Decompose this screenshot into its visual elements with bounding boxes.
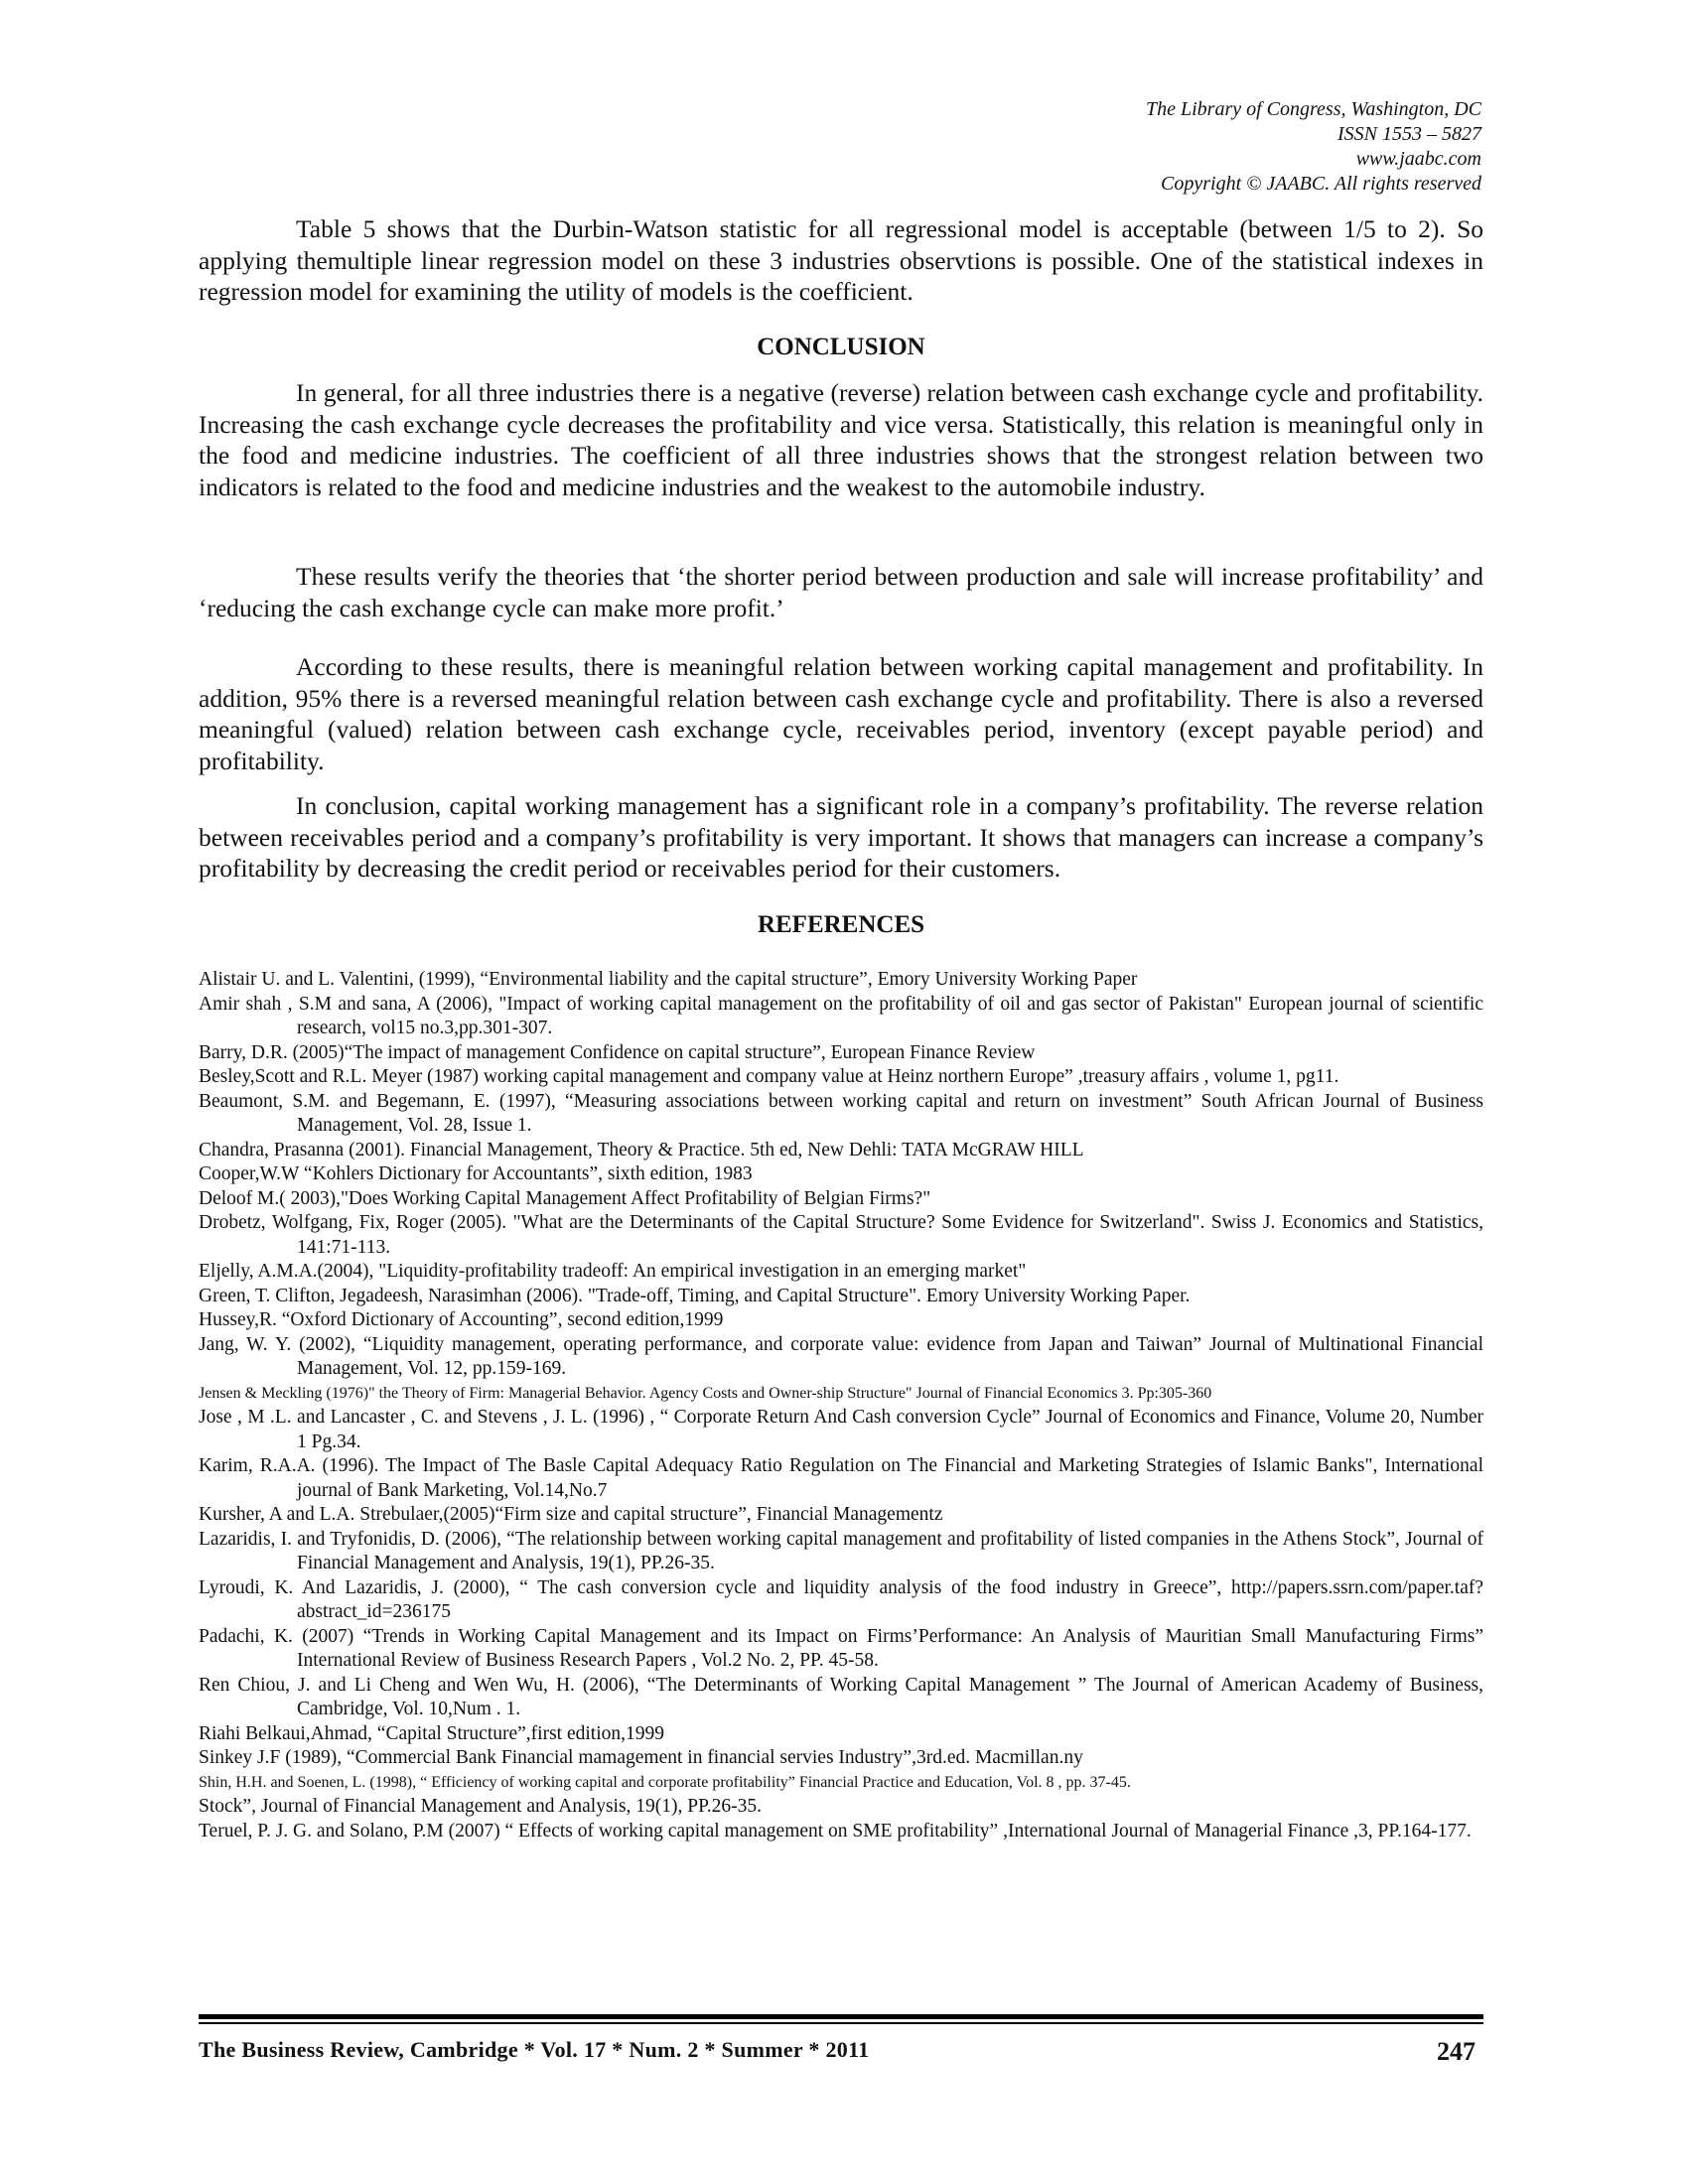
header-website: www.jaabc.com xyxy=(1355,148,1481,170)
conclusion-paragraph-2-block xyxy=(199,561,1483,623)
reference-item: Karim, R.A.A. (1996). The Impact of The Basle Capital Adequacy Ratio Regulation on The Financial and Marketing Strategies of Islamic Banks", International journal of Bank Marketing, Vol.14,No.7 xyxy=(199,1455,1483,1501)
reference-item: Amir shah , S.M and sana, A (2006), "Impact of working capital management on the profitability of oil and gas sector of Pakistan" European journal of scientific research, vol15 no.3,pp.301-307. xyxy=(199,993,1483,1038)
reference-item: Jose , M .L. and Lancaster , C. and Stevens , J. L. (1996) , “ Corporate Return And Cash conversion Cycle” Journal of Economics and Finance, Volume 20, Number 1 Pg.34. xyxy=(199,1407,1483,1452)
intro-paragraph-block xyxy=(199,213,1483,308)
header-copyright: Copyright © JAABC. All rights reserved xyxy=(1161,173,1481,195)
footer-journal: The Business Review, Cambridge * Vol. 17 * Num. 2 * Summer * 2011 xyxy=(199,2037,870,2062)
journal-header xyxy=(1146,97,1481,197)
reference-item: Ren Chiou, J. and Li Cheng and Wen Wu, H. (2006), “The Determinants of Working Capital Management ” The Journal of American Academy of Business, Cambridge, Vol. 10,Num . 1. xyxy=(199,1674,1483,1719)
header-issn: ISSN 1553 – 5827 xyxy=(1337,123,1481,145)
reference-item: Kursher, A and L.A. Strebulaer,(2005)“Firm size and capital structure”, Financial Managementz xyxy=(199,1504,943,1525)
intro-paragraph: Table 5 shows that the Durbin-Watson statistic for all regressional model is acceptable (between 1/5 to 2). So applying themultiple linear regression model on these 3 industries observtions is possible. One of the statistical indexes in regression model for examining the utility of models is the coefficient. xyxy=(199,214,1483,306)
reference-item: Jang, W. Y. (2002), “Liquidity management, operating performance, and corporate value: evidence from Japan and Taiwan” Journal of Multinational Financial Management, Vol. 12, pp.159-169. xyxy=(199,1333,1483,1379)
reference-item: Beaumont, S.M. and Begemann, E. (1997), “Measuring associations between working capital and return on investment” South African Journal of Business Management, Vol. 28, Issue 1. xyxy=(199,1090,1483,1136)
conclusion-heading: CONCLUSION xyxy=(757,334,925,360)
reference-item: Alistair U. and L. Valentini, (1999), “Environmental liability and the capital structure”, Emory University Working Paper xyxy=(199,969,1138,990)
reference-item: Teruel, P. J. G. and Solano, P.M (2007) “ Effects of working capital management on SME profitability” ,International Journal of Managerial Finance ,3, PP.164-177. xyxy=(199,1820,1472,1842)
reference-item: Green, T. Clifton, Jegadeesh, Narasimhan (2006). "Trade-off, Timing, and Capital Structure". Emory University Working Paper. xyxy=(199,1285,1191,1306)
header-library: The Library of Congress, Washington, DC xyxy=(1145,98,1481,120)
reference-item: Stock”, Journal of Financial Management and Analysis, 19(1), PP.26-35. xyxy=(199,1796,763,1817)
reference-item: Chandra, Prasanna (2001). Financial Management, Theory & Practice. 5th ed, New Dehli: TATA McGRAW HILL xyxy=(199,1139,1084,1160)
footer-rule-thin xyxy=(199,2022,1483,2024)
conclusion-paragraph-4-block xyxy=(199,790,1483,885)
reference-item: Eljelly, A.M.A.(2004), "Liquidity-profitability tradeoff: An empirical investigation in an emerging market" xyxy=(199,1261,1027,1282)
reference-item: Cooper,W.W “Kohlers Dictionary for Accountants”, sixth edition, 1983 xyxy=(199,1163,753,1184)
reference-list xyxy=(199,968,1483,1843)
reference-item: Lazaridis, I. and Tryfonidis, D. (2006), “The relationship between working capital management and profitability of listed companies in the Athens Stock”, Journal of Financial Management and Analysis, 19(1), PP.26-35. xyxy=(199,1528,1483,1573)
conclusion-paragraph: In conclusion, capital working management has a significant role in a company’s profitability. The reverse relation between receivables period and a company’s profitability is very important. It shows that managers can increase a company’s profitability by decreasing the credit period or receivables period for their customers. xyxy=(199,791,1483,883)
reference-item: Barry, D.R. (2005)“The impact of management Confidence on capital structure”, European Finance Review xyxy=(199,1041,1036,1063)
reference-item: Drobetz, Wolfgang, Fix, Roger (2005). "What are the Determinants of the Capital Structure? Some Evidence for Switzerland". Swiss J. Economics and Statistics, 141:71-113. xyxy=(199,1212,1483,1258)
reference-item: Padachi, K. (2007) “Trends in Working Capital Management and its Impact on Firms’Performance: An Analysis of Mauritian Small Manufacturing Firms” International Review of Business Research Papers , Vol.2 No. 2, PP. 45-58. xyxy=(199,1625,1483,1671)
reference-item: Besley,Scott and R.L. Meyer (1987) working capital management and company value at Heinz northern Europe” ,treasury affairs , volume 1, pg11. xyxy=(199,1066,1339,1087)
reference-item: Sinkey J.F (1989), “Commercial Bank Financial mamagement in financial servies Industry”,3rd.ed. Macmillan.ny xyxy=(199,1747,1083,1768)
reference-item: Shin, H.H. and Soenen, L. (1998), “ Efficiency of working capital and corporate profitability” Financial Practice and Education, Vol. 8 , pp. 37-45. xyxy=(199,1773,1131,1791)
reference-item: Jensen & Meckling (1976)" the Theory of Firm: Managerial Behavior. Agency Costs and Owner-ship Structure" Journal of Financial Economics 3. Pp:305-360 xyxy=(199,1384,1212,1402)
conclusion-paragraph: These results verify the theories that ‘the shorter period between production and sale will increase profitability’ and ‘reducing the cash exchange cycle can make more profit.’ xyxy=(199,562,1483,622)
references-heading: REFERENCES xyxy=(757,911,925,938)
reference-item: Deloof M.( 2003),"Does Working Capital Management Affect Profitability of Belgian Firms?" xyxy=(199,1187,931,1209)
reference-item: Lyroudi, K. And Lazaridis, J. (2000), “ The cash conversion cycle and liquidity analysis of the food industry in Greece”, http://papers.ssrn.com/paper.taf? abstract_id=236175 xyxy=(199,1576,1483,1622)
reference-item: Riahi Belkaui,Ahmad, “Capital Structure”,first edition,1999 xyxy=(199,1722,664,1744)
conclusion-paragraph-1-block xyxy=(199,377,1483,502)
conclusion-paragraph: In general, for all three industries there is a negative (reverse) relation between cash exchange cycle and profitability. Increasing the cash exchange cycle decreases the profitability and vice versa. Statistically, this relation is meaningful only in the food and medicine industries. The coefficient of all three industries shows that the strongest relation between two indicators is related to the food and medicine industries and the weakest to the automobile industry. xyxy=(199,378,1483,501)
reference-item: Hussey,R. “Oxford Dictionary of Accounting”, second edition,1999 xyxy=(199,1309,724,1330)
conclusion-paragraph: According to these results, there is meaningful relation between working capital management and profitability. In addition, 95% there is a reversed meaningful relation between cash exchange cycle and profitability. There is also a reversed meaningful (valued) relation between cash exchange cycle, receivables period, inventory (except payable period) and profitability. xyxy=(199,652,1483,775)
footer-rule-thick xyxy=(199,2014,1483,2019)
conclusion-paragraph-3-block xyxy=(199,651,1483,776)
page-number: 247 xyxy=(1437,2037,1476,2066)
page-footer xyxy=(199,2037,1483,2067)
